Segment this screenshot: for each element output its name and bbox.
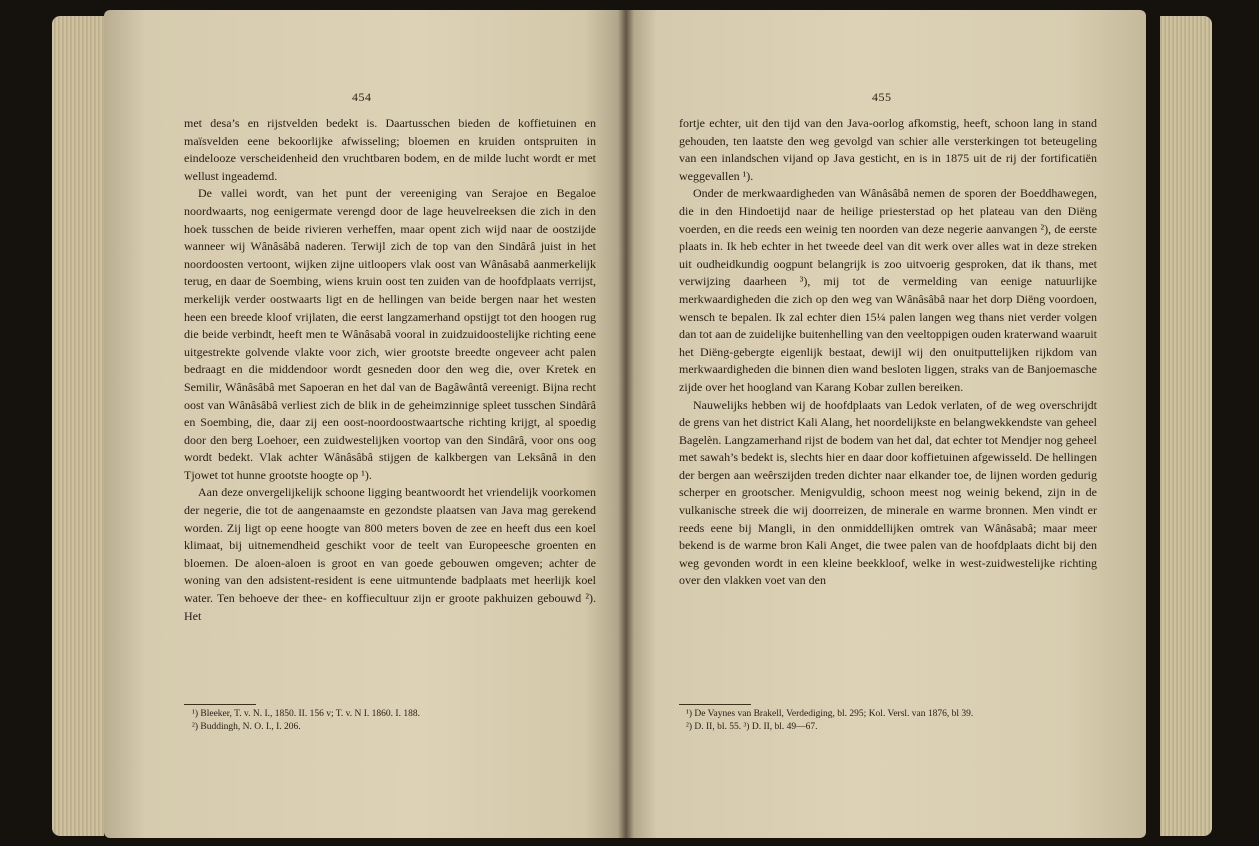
left-page-edges bbox=[52, 16, 104, 836]
right-footnote-2: ²) D. II, bl. 55. ³) D. II, bl. 49—67. bbox=[686, 722, 818, 732]
right-paragraph-3: Nauwelijks hebben wij de hoofdplaats van Ledok verlaten, of de weg overschrijdt de grens van het district Kali Alang, het noordelijkste en belangwekkendste van geheel Bagelèn. Langzamerhand rijst de bodem van het dal, dat echter tot Mendjer nog geheel met sawah’s bedekt is, slechts hier en daar door koffietuinen afgewisseld. De hellingen der bergen aan weêrszijden treden dichter naar elkander toe, de lijnen worden gedurig scherper en grootscher. Menigvuldig, schoon meest nog weinig bekend, zijn in de vulkanische streek die wij doorreizen, de minerale en warme bronnen. Men vindt er reeds eene bij Mangli, in den onmiddellijken omtrek van Wânâsabâ; maar meer bekend is de warme bron Kali Anget, die twee palen van de hoofdplaats dicht bij den weg gevonden wordt in een kleine beekkloof, welke in west-zuidwestelijke richting over den vlakken voet van den bbox=[679, 397, 1097, 588]
right-paragraph-1: fortje echter, uit den tijd van den Java-oorlog afkomstig, heeft, schoon lang in stand gehouden, ten laatste den weg gevolgd van schier alle versterkingen tot beteugeling van een inlandschen vijand op Java gesticht, en is in 1875 uit de rij der fortificatiën weggevallen ¹). bbox=[679, 116, 1097, 183]
right-footnote-1: ¹) De Vaynes van Brakell, Verdediging, bl. 295; Kol. Versl. van 1876, bl 39. bbox=[686, 709, 974, 719]
left-paragraph-3: Aan deze onvergelijkelijk schoone ligging beantwoordt het vriendelijk voorkomen der negerie, die tot de aangenaamste en gezondste plaatsen van Java mag gerekend worden. Zij ligt op eene hoogte van 800 meters boven de zee en heeft dus een koel klimaat, bij uitnemendheid geschikt voor de teelt van Europeesche groenten en bloemen. De aloen-aloen is groot en van goede gebouwen omgeven; achter de woning van den adsistent-resident is eene uitmuntende badplaats met heerlijk koel water. Ten behoeve der thee- en koffiecultuur zijn er groote pakhuizen gebouwd ²). Het bbox=[184, 485, 596, 623]
left-page bbox=[104, 10, 626, 838]
right-page bbox=[626, 10, 1146, 838]
left-page-body bbox=[184, 115, 596, 625]
left-footnote-1: ¹) Bleeker, T. v. N. I., 1850. II. 156 v; T. v. N I. 1860. I. 188. bbox=[192, 709, 420, 719]
left-footnote-rule bbox=[184, 704, 256, 705]
left-paragraph-2: De vallei wordt, van het punt der vereeniging van Serajoe en Begaloe noordwaarts, nog eenigermate verengd door de lage heuvelreeksen die zich in den hoek tusschen de beide rivieren verheffen, maar opent zich wijd naar de oostzijde wanneer wij Wânâsâbâ naderen. Terwijl zich de top van den Sindârâ juist in het noordoosten vertoont, wijken zijne uitloopers vlak oost van Wânâsabâ aanmerkelijk terug, en daar de Soembing, wiens kruin oost ten zuiden van de hoofdplaats verrijst, merkelijk verder oostwaarts ligt en de hellingen van beide bergen naar het westen heen een breede kloof vrijlaten, die eerst langzamerhand opstijgt tot den hoogen rug die beide verbindt, heeft men te Wânâsabâ vooral in zuidzuidoostelijke richting eene uitgestrekte golvende vlakte voor zich, wier grootste breedte ongeveer acht palen bedraagt en die middendoor wordt gesneden door den weg die, over Kretek en Semilir, Wânâsâbâ met Sapoeran en het dal van de Bagâwântâ vereenigt. Bijna recht oost van Wânâsâbâ verliest zich de blik in de geheimzinnige spleet tusschen Sindârâ en Soembing, die, daar zij een oost-noordoostwaartsche richting krijgt, al spoedig door den berg Loehoer, een zuidwestelijken voortop van den Sindârâ, voor ons oog wordt bedekt. Vlak achter Wânâsâbâ stijgen de kalkbergen van Leksânâ in den Tjowet tot hunne grootste hoogte op ¹). bbox=[184, 186, 596, 482]
right-footnotes bbox=[686, 708, 973, 734]
right-paragraph-2: Onder de merkwaardigheden van Wânâsâbâ nemen de sporen der Boeddhawegen, die in den Hindoetijd naar de heilige priesterstad op het plateau van den Diëng voerden, en die reeds een weinig ten noorden van deze negerie aanvangen ²), de eerste plaats in. Ik heb echter in het tweede deel van dit werk over alles wat in deze streken uit oudheidkundig oogpunt belangrijk is zoo uitvoerig gesproken, dat ik thans, met verwijzing daarheen ³), mij tot de vermelding van eenige natuurlijke merkwaardigheden die zich op den weg van Wânâsâbâ naar het dorp Diëng voordoen, wensch te bepalen. Ik zal echter dien 15¼ palen langen weg thans niet verder volgen dan tot aan de zuidelijke buitenhelling van den veeltoppigen ouden kraterwand waaruit het Diëng-gebergte eigenlijk bestaat, dewijl wij den onuitputtelijken rijkdom van merkwaardigheden die binnen dien wand besloten liggen, straks van de Banjoemasche zijde over het hoogland van Karang Kobar zullen bereiken. bbox=[679, 186, 1097, 394]
left-paragraph-1: met desa’s en rijstvelden bedekt is. Daartusschen bieden de koffietuinen en maïsvelden eene bekoorlijke afwisseling; bloemen en kruiden ontspruiten in eindelooze verscheidenheid den vruchtbaren bodem, en de milde lucht wordt er met wellust ingeademd. bbox=[184, 116, 596, 183]
left-footnote-2: ²) Buddingh, N. O. I., I. 206. bbox=[192, 722, 301, 732]
right-footnote-rule bbox=[679, 704, 751, 705]
left-page-number: 454 bbox=[352, 90, 372, 104]
right-page-number: 455 bbox=[872, 90, 892, 104]
left-footnotes bbox=[192, 708, 420, 734]
right-page-edges bbox=[1160, 16, 1212, 836]
book-gutter bbox=[618, 10, 634, 838]
right-page-body bbox=[679, 115, 1097, 590]
open-book bbox=[52, 10, 1212, 838]
